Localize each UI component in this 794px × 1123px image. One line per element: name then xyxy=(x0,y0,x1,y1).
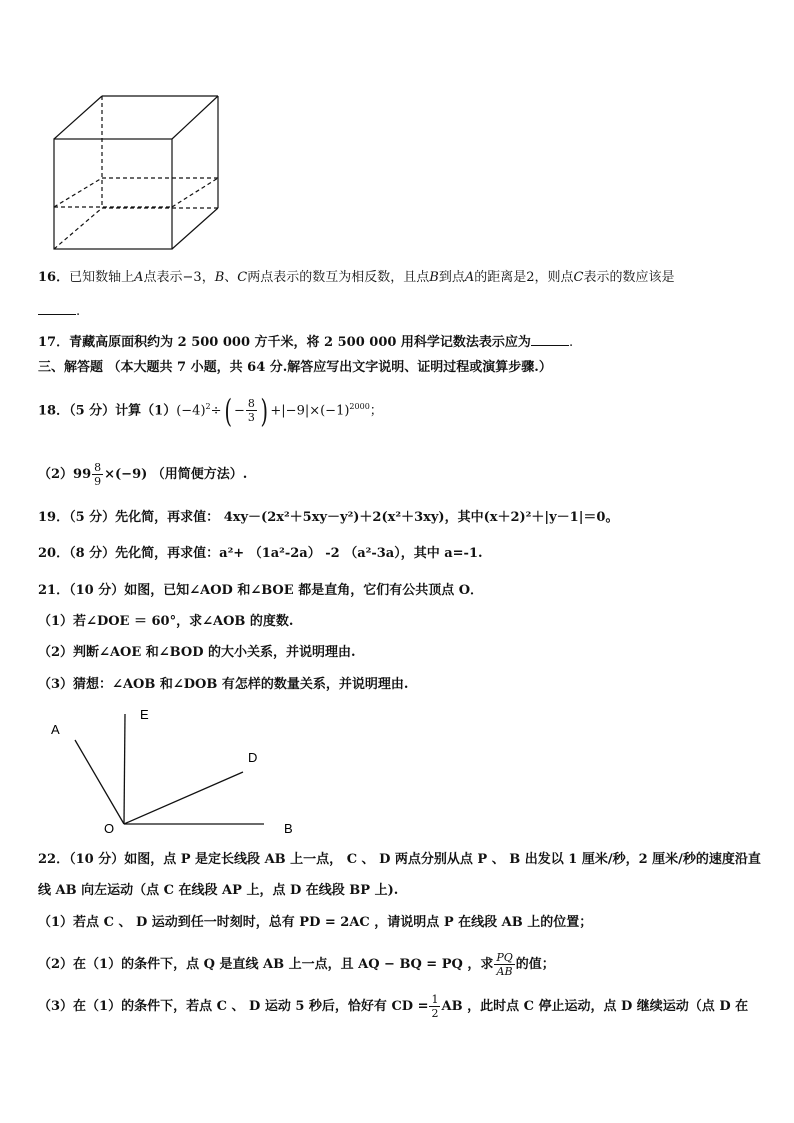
q18-text: （2）99 xyxy=(38,467,92,482)
q16-text: ，则点 xyxy=(534,270,574,285)
q18-end: ； xyxy=(369,403,383,419)
question-22-line-2 xyxy=(38,881,398,901)
q16-text: 到点 xyxy=(438,270,465,285)
right-paren: ) xyxy=(260,391,268,430)
cube-bottom-right-edge xyxy=(172,208,218,249)
ray-oa xyxy=(75,740,124,824)
denominator: 9 xyxy=(94,475,102,488)
angle-figure xyxy=(40,700,310,840)
q22-text: （10 分）如图，点 P 是定长线段 AB 上一点， C 、 D 两点分别从点 P 、 B 出发以 1 厘米/秒，2 厘米/秒的速度沿直 xyxy=(69,852,761,867)
question-18-part-2 xyxy=(38,461,247,488)
q18-operator: ÷ xyxy=(210,403,222,419)
question-number: 22． xyxy=(38,852,70,867)
cube-top-right-edge xyxy=(172,96,218,139)
question-22-part-1 xyxy=(38,913,592,933)
answer-blank xyxy=(38,302,76,315)
cube-mid-left xyxy=(54,178,102,207)
label-a: A xyxy=(51,722,60,737)
q18-text: （5 分）计算（1） xyxy=(69,403,177,419)
question-21-part-2 xyxy=(38,643,356,663)
question-16-answer xyxy=(38,302,80,322)
cube-mid-right xyxy=(172,178,218,207)
q16-value: −3 xyxy=(182,270,202,285)
section-3-heading xyxy=(38,358,552,378)
fraction xyxy=(429,993,440,1020)
question-18-part-1 xyxy=(38,391,383,430)
question-17 xyxy=(38,333,573,353)
denominator: AB xyxy=(496,965,513,978)
question-number: 17． xyxy=(38,335,70,350)
point-b: B xyxy=(214,270,225,285)
q16-text: 的距离是 xyxy=(474,270,527,285)
q21-text: （10 分）如图，已知∠AOD 和∠BOE 都是直角，它们有公共顶点 O． xyxy=(69,583,484,598)
q16-text: 表示的数应该是 xyxy=(583,270,675,285)
fraction xyxy=(92,461,103,488)
cube-front-face xyxy=(54,139,172,249)
q18-exponent: 2000 xyxy=(349,402,370,411)
q18-expr: (−4) xyxy=(176,403,206,419)
ray-od xyxy=(124,772,243,824)
question-22-part-3 xyxy=(38,993,748,1020)
q18-expr: +|−9|×(−1) xyxy=(270,403,350,419)
point-b: B xyxy=(429,270,439,285)
point-c: C xyxy=(573,270,584,285)
point-a: A xyxy=(134,270,144,285)
ray-oe xyxy=(124,714,125,824)
q16-text: 两点表示的数互为相反数，且点 xyxy=(247,270,430,285)
q22-part-text: 的值； xyxy=(515,957,555,972)
point-c: C xyxy=(237,270,248,285)
q16-end: . xyxy=(76,304,81,319)
question-number: 21． xyxy=(38,583,70,598)
question-16 xyxy=(38,268,675,288)
q16-text: ， xyxy=(201,270,215,285)
numerator: 1 xyxy=(431,993,439,1006)
q18-text: ×(−9) （用简便方法）. xyxy=(104,467,248,482)
numerator: 8 xyxy=(247,397,255,411)
q19-text: （5 分）先化简，再求值： 4xy－(2x²＋5xy－y²)＋2(x²＋3xy)，其中(x＋2)²＋|y－1|＝0。 xyxy=(69,510,619,525)
q22-text: 线 AB 向左运动（点 C 在线段 AP 上，点 D 在线段 BP 上). xyxy=(38,883,399,898)
label-o: O xyxy=(104,821,115,836)
label-d: D xyxy=(248,750,258,765)
fraction xyxy=(494,951,514,978)
question-number: 18． xyxy=(38,403,70,419)
question-number: 19． xyxy=(38,510,70,525)
q18-operator: − xyxy=(234,403,245,419)
q20-text: （8 分）先化简，再求值：a²+ （1a²-2a） -2 （a²-3a），其中 a=-1. xyxy=(69,546,483,561)
question-21-part-1 xyxy=(38,612,293,632)
cube-top-left-edge xyxy=(54,96,102,139)
q17-text: 青藏高原面积约为 2 500 000 方千米，将 2 500 000 用科学记数法表示应为 xyxy=(69,335,531,350)
q17-end: . xyxy=(568,335,574,350)
q21-part-text: （1）若∠DOE ＝ 60°，求∠AOB 的度数. xyxy=(38,614,294,629)
left-paren: ( xyxy=(224,391,232,430)
numerator: 8 xyxy=(94,461,102,474)
q22-part-text: AB ，此时点 C 停止运动，点 D 继续运动（点 D 在 xyxy=(441,999,749,1014)
q22-part-text: （3）在（1）的条件下，若点 C 、 D 运动 5 秒后，恰好有 CD = xyxy=(38,999,429,1014)
q21-part-text: （2）判断∠AOE 和∠BOD 的大小关系，并说明理由. xyxy=(38,645,356,660)
denominator: 2 xyxy=(431,1007,439,1020)
fraction xyxy=(246,397,257,424)
question-22-part-2 xyxy=(38,951,555,978)
cube-hidden-bottom-left xyxy=(54,208,102,249)
q16-text: 点表示 xyxy=(143,270,183,285)
q21-part-text: （3）猜想：∠AOB 和∠DOB 有怎样的数量关系，并说明理由. xyxy=(38,677,409,692)
question-22-line-1 xyxy=(38,850,761,870)
question-21-part-3 xyxy=(38,675,408,695)
point-a: A xyxy=(464,270,475,285)
question-number: 20． xyxy=(38,546,70,561)
label-b: B xyxy=(284,821,293,836)
numerator: PQ xyxy=(496,951,513,964)
question-19 xyxy=(38,508,618,528)
answer-blank xyxy=(531,333,569,346)
cube-figure xyxy=(50,92,222,252)
section-heading-text: 三、解答题 （本大题共 7 小题，共 64 分.解答应写出文字说明、证明过程或演算步骤.） xyxy=(38,360,552,375)
label-e: E xyxy=(140,707,149,722)
q16-text: 已知数轴上 xyxy=(69,270,135,285)
q22-part-text: （1）若点 C 、 D 运动到任一时刻时，总有 PD = 2AC ，请说明点 P 在线段 AB 上的位置； xyxy=(38,915,593,930)
q22-part-text: （2）在（1）的条件下，点 Q 是直线 AB 上一点，且 AQ − BQ = PQ ，求 xyxy=(38,957,494,972)
question-20 xyxy=(38,544,483,564)
question-number: 16． xyxy=(38,270,70,285)
denominator: 3 xyxy=(247,411,255,425)
question-21 xyxy=(38,581,483,601)
q16-distance: 2 xyxy=(526,270,535,285)
q16-text: 、 xyxy=(224,270,238,285)
q18-exponent: 2 xyxy=(205,402,211,411)
